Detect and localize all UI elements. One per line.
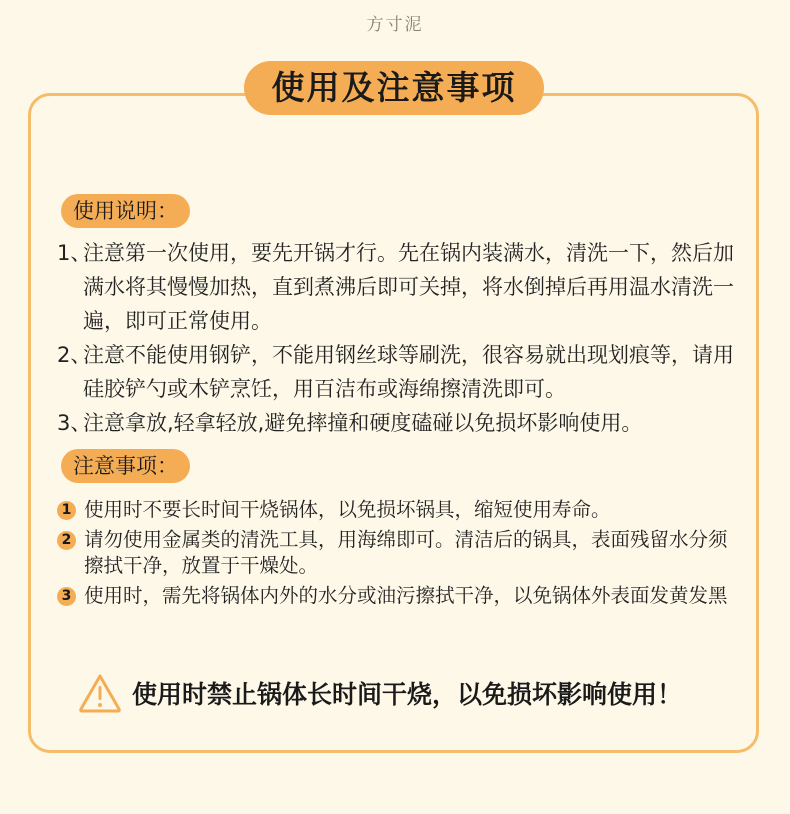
- page-title: 使用及注意事项: [244, 61, 544, 115]
- usage-heading: 使用说明：: [61, 194, 190, 228]
- note-number-badge: 3: [57, 587, 76, 606]
- note-item-text: 使用时，需先将锅体内外的水分或油污擦拭干净，以免锅体外表面发黄发黑: [84, 584, 728, 607]
- warning-text: 使用时禁止锅体长时间干烧，以免损坏影响使用！: [132, 680, 683, 709]
- brand-watermark: 方寸泥: [366, 15, 424, 35]
- usage-item-1: [57, 236, 737, 338]
- usage-item-text: 注意不能使用钢铲，不能用钢丝球等刷洗，很容易就出现划痕等，请用硅胶铲勺或木铲烹饪，用百洁布或海绵擦清洗即可。: [83, 343, 734, 401]
- warning-banner: [78, 671, 718, 715]
- note-item-text: 使用时不要长时间干烧锅体，以免损坏锅具，缩短使用寿命。: [84, 498, 611, 521]
- note-item-text: 请勿使用金属类的清洗工具，用海绵即可。清洁后的锅具，表面残留水分须擦拭干净，放置于干燥处。: [84, 528, 728, 577]
- usage-item-text: 注意拿放,轻拿轻放,避免摔撞和硬度磕碰以免损坏影响使用。: [83, 411, 643, 435]
- note-item-1: [57, 497, 737, 523]
- usage-item-2: [57, 338, 737, 406]
- usage-item-3: [57, 406, 737, 440]
- warning-triangle-icon: [78, 673, 122, 713]
- usage-list: [57, 236, 737, 440]
- usage-item-number: 1、: [57, 241, 92, 265]
- usage-item-number: 2、: [57, 343, 92, 367]
- notes-heading: 注意事项：: [61, 449, 190, 483]
- notes-list: [57, 497, 737, 613]
- note-item-2: [57, 527, 737, 579]
- usage-item-number: 3、: [57, 411, 92, 435]
- note-number-badge: 1: [57, 501, 76, 520]
- usage-item-text: 注意第一次使用，要先开锅才行。先在锅内装满水，清洗一下，然后加满水将其慢慢加热，直到煮沸后即可关掉，将水倒掉后再用温水清洗一遍，即可正常使用。: [83, 241, 734, 333]
- note-item-3: [57, 583, 737, 609]
- note-number-badge: 2: [57, 531, 76, 550]
